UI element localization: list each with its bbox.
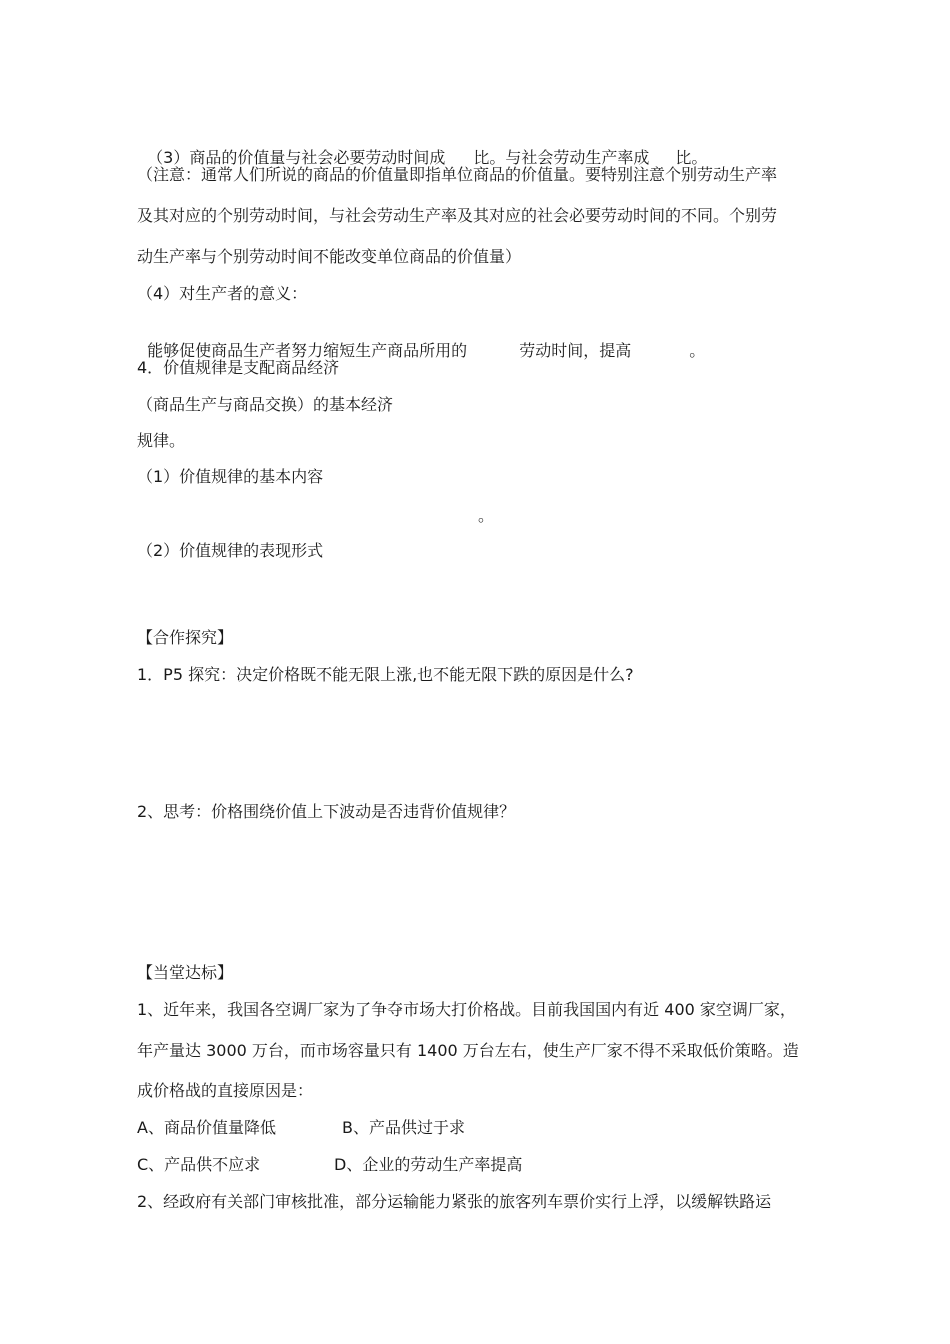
item4-heading: （4）对生产者的意义： bbox=[137, 284, 308, 303]
item4-body bbox=[137, 321, 705, 361]
practice-q1-line-1: 1、近年来，我国各空调厂家为了争夺市场大打价格战。目前我国国内有近 400 家空调厂家， bbox=[137, 1000, 796, 1019]
item3-line bbox=[137, 128, 707, 168]
cooperative-title: 【合作探究】 bbox=[137, 628, 234, 647]
practice-title: 【当堂达标】 bbox=[137, 963, 234, 982]
law-heading-line-2: （商品生产与商品交换）的基本经济 bbox=[137, 395, 394, 414]
item3-text-a: （3）商品的价值量与社会必要劳动时间成 bbox=[147, 148, 446, 167]
cooperative-question-1: 1．P5 探究：决定价格既不能无限上涨,也不能无限下跌的原因是什么? bbox=[137, 665, 634, 684]
note-line-1: （注意：通常人们所说的商品的价值量即指单位商品的价值量。要特别注意个别劳动生产率 bbox=[137, 165, 778, 184]
law-sub-2: （2）价值规律的表现形式 bbox=[137, 541, 324, 560]
law-sub-1: （1）价值规律的基本内容 bbox=[137, 467, 324, 486]
law-sub-1-end: 。 bbox=[478, 506, 495, 525]
item4-body-b: 劳动时间，提高 bbox=[519, 341, 632, 360]
practice-q2-line-1: 2、经政府有关部门审核批准，部分运输能力紧张的旅客列车票价实行上浮，以缓解铁路运 bbox=[137, 1192, 772, 1211]
practice-q1-line-3: 成价格战的直接原因是： bbox=[137, 1081, 314, 1100]
option-b: B、产品供过于求 bbox=[342, 1118, 465, 1137]
note-line-2: 及其对应的个别劳动时间，与社会劳动生产率及其对应的社会必要劳动时间的不同。个别劳 bbox=[137, 206, 778, 225]
item3-text-c: 比。 bbox=[675, 148, 708, 167]
option-c: C、产品供不应求 bbox=[137, 1155, 261, 1174]
option-a: A、商品价值量降低 bbox=[137, 1118, 276, 1137]
note-line-3: 动生产率与个别劳动时间不能改变单位商品的价值量） bbox=[137, 247, 522, 266]
item4-body-c: 。 bbox=[689, 341, 706, 360]
cooperative-question-2: 2、思考：价格围绕价值上下波动是否违背价值规律？ bbox=[137, 802, 516, 821]
item3-text-b: 比。与社会劳动生产率成 bbox=[473, 148, 650, 167]
practice-q1-line-2: 年产量达 3000 万台，而市场容量只有 1400 万台左右，使生产厂家不得不采取低价策略。造 bbox=[137, 1041, 799, 1060]
option-d: D、企业的劳动生产率提高 bbox=[334, 1155, 523, 1174]
item4-body-a: 能够促使商品生产者努力缩短生产商品所用的 bbox=[147, 341, 468, 360]
law-heading-line-1: 4．价值规律是支配商品经济 bbox=[137, 358, 340, 377]
law-heading-line-3: 规律。 bbox=[137, 431, 186, 450]
